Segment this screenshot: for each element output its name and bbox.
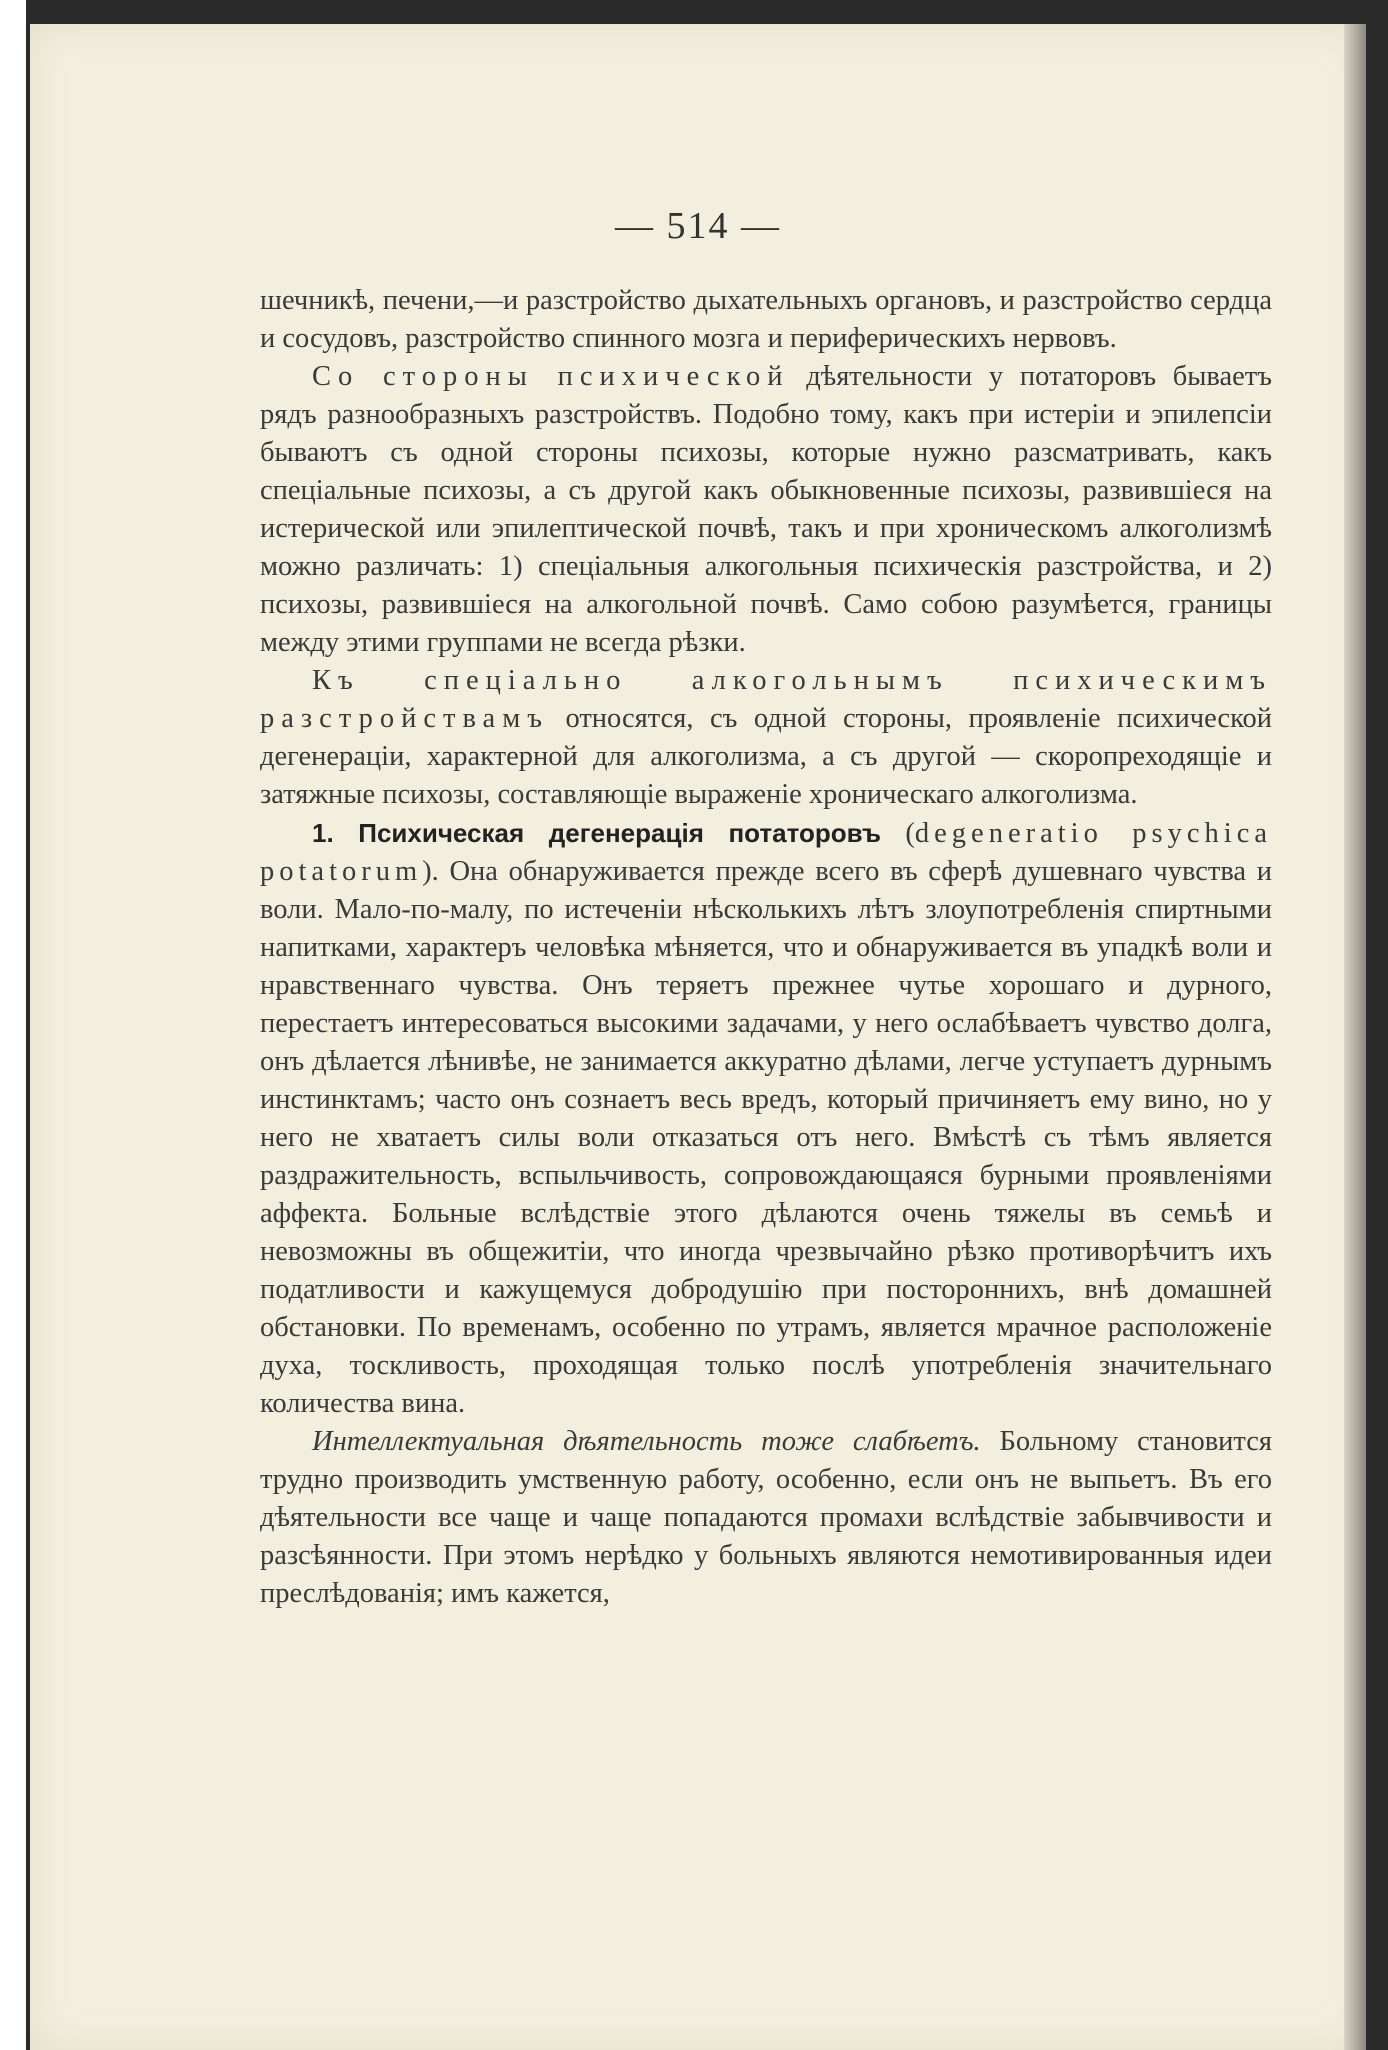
paragraph-2 <box>260 358 1272 662</box>
body-text <box>260 282 1272 1613</box>
book-page <box>30 24 1366 2050</box>
paragraph-3-text: относятся, съ одной стороны, проявленіе психической дегенераціи, характерной для алкоголизма, а съ другой — скоропреходящіе и затяжные психозы, составляющіе выраженіе хроническаго алкоголизма. <box>260 703 1272 810</box>
paragraph-4-text: Она обнаруживается прежде всего въ сферѣ душевнаго чувства и воли. Мало-по-малу, по истеченіи нѣсколькихъ лѣтъ злоупотребленія спиртными напитками, характеръ человѣка мѣняется, что и обнаруживается въ упадкѣ воли и нравственнаго чувства. Онъ теряетъ прежнее чутье хорошаго и дурного, перестаетъ интересоваться высокими задачами, у него ослабѣваетъ чувство долга, онъ дѣлается лѣнивѣе, не занимается аккуратно дѣлами, легче уступаетъ дурнымъ инстинктамъ; часто онъ сознаетъ весь вредъ, который причиняетъ ему вино, но у него не хватаетъ силы воли отказаться отъ него. Вмѣстѣ съ тѣмъ является раздражительность, вспыльчивость, сопровождающаяся бурными проявленіями аффекта. Больные вслѣдствіе этого дѣлаются очень тяжелы въ семьѣ и невозможны въ общежитіи, что иногда чрезвычайно рѣзко противорѣчитъ ихъ податливости и кажущемуся добродушію при постороннихъ, внѣ домашней обстановки. По временамъ, особенно по утрамъ, является мрачное расположеніе духа, тоскливость, проходящая только послѣ употребленія значительнаго количества вина. <box>260 856 1272 1419</box>
paragraph-3 <box>260 662 1272 814</box>
paragraph-5-text: Больному становится трудно производить умственную работу, особенно, если онъ не выпьетъ. Въ его дѣятельности все чаще и чаще попадаются промахи вслѣдствіе забывчивости и разсѣянности. При этомъ нерѣдко у больныхъ являются немотивированныя идеи преслѣдованія; имъ кажется, <box>260 1426 1272 1609</box>
page-number: — 514 — <box>615 205 781 247</box>
latin-close: ). <box>422 856 439 887</box>
paragraph-1: шечникѣ, печени,—и разстройство дыхательныхъ органовъ, и разстройство сердца и сосудовъ, разстройство спинного мозга и периферическихъ нервовъ. <box>260 285 1272 354</box>
section-heading: 1. Психическая дегенерація потаторовъ <box>312 818 881 848</box>
paragraph-4 <box>260 814 1272 1423</box>
paragraph-5-italic: Интеллектуальная дѣятельность тоже слабѣетъ. <box>312 1426 981 1457</box>
paragraph-2-spaced: Со стороны психической <box>312 361 790 392</box>
paragraph-2-text: дѣятельности у потаторовъ бываетъ рядъ разнообразныхъ разстройствъ. Подобно тому, какъ при истеріи и эпилепсіи бываютъ съ одной стороны психозы, которые нужно разсматривать, какъ спеціальные психозы, а съ другой какъ обыкновенные психозы, развившіеся на истерической или эпилептической почвѣ, такъ и при хроническомъ алкоголизмѣ можно различать: 1) спеціальныя алкогольныя психическія разстройства, и 2) психозы, развившіеся на алкогольной почвѣ. Само собою разумѣется, границы между этими группами не всегда рѣзки. <box>260 361 1272 658</box>
page-edge-shadow <box>1344 24 1366 2050</box>
paragraph-3-spaced: Къ спеціально алкогольнымъ психическимъ разстройствамъ <box>260 665 1272 734</box>
latin-term: degeneratio psychica potatorum <box>260 818 1273 887</box>
latin-open: ( <box>880 818 915 849</box>
paragraph-5 <box>260 1423 1272 1613</box>
